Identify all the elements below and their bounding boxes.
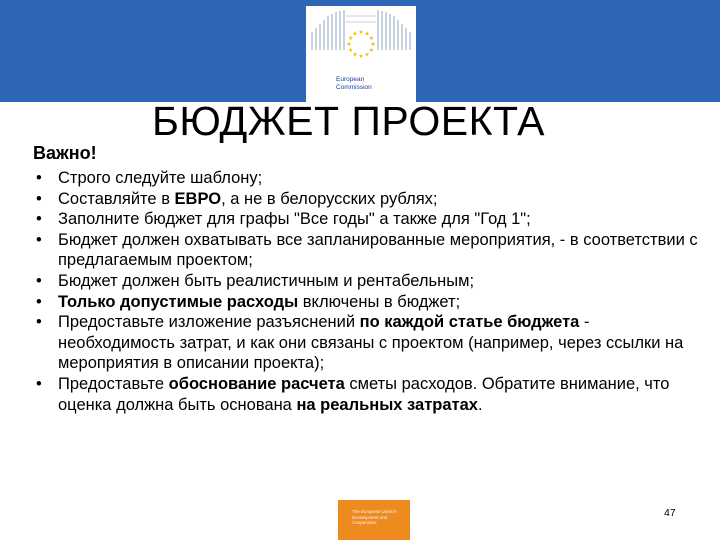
eu-star-icon xyxy=(369,48,374,52)
bullet-dot: • xyxy=(36,189,42,208)
bullet-text: - необходимость затрат, и как они связаны с проектом (например, через ссылки на мероприятия в описании проекта); xyxy=(58,313,684,373)
footer-logo-line: The European Union's xyxy=(352,509,397,514)
bullet-dot: • xyxy=(36,313,42,332)
list-item xyxy=(36,168,700,189)
eu-star-icon xyxy=(365,31,370,35)
bullet-dot: • xyxy=(36,374,42,393)
eu-star-icon xyxy=(371,42,376,46)
list-item xyxy=(36,209,700,230)
bullet-text-bold: Только допустимые расходы xyxy=(58,292,299,311)
important-label: Важно! xyxy=(33,143,97,163)
eu-star-icon xyxy=(369,36,374,40)
bullet-list xyxy=(36,168,700,415)
bullet-text: , а не в белорусских рублях; xyxy=(221,189,438,208)
eu-star-icon xyxy=(348,36,353,40)
eu-star-icon xyxy=(348,48,353,52)
footer-logo-line: Cooperation xyxy=(352,520,377,525)
eu-star-icon xyxy=(353,31,358,35)
bullet-dot: • xyxy=(36,230,42,249)
logo-text-line2: Commission xyxy=(336,83,372,91)
bullet-text: Строго следуйте шаблону; xyxy=(58,169,263,187)
logo-text-line1: European xyxy=(336,76,365,83)
list-item xyxy=(36,189,700,210)
bullet-text: сметы расходов. Обратите внимание, что оценка должна быть основана xyxy=(58,374,670,414)
bullet-dot: • xyxy=(36,292,42,311)
ec-logo-text xyxy=(336,76,372,91)
eu-star-icon xyxy=(353,52,358,56)
footer-logo-line: Development and xyxy=(352,514,388,520)
bullet-text-bold: по каждой статье бюджета xyxy=(359,313,580,332)
page-number: 47 xyxy=(664,507,676,519)
bullet-text-bold: на реальных затратах xyxy=(296,395,478,414)
list-item xyxy=(36,374,700,415)
bullet-text: Предоставьте изложение разъяснений xyxy=(58,313,360,332)
eu-footer-logo-icon xyxy=(338,500,410,540)
bullet-text: Бюджет должен охватывать все запланированные мероприятия, - в соответствии с предлагаемым проектом; xyxy=(58,230,698,270)
bullet-dot: • xyxy=(36,210,42,229)
bullet-text: Бюджет должен быть реалистичным и рентабельным; xyxy=(58,271,475,290)
eu-star-icon xyxy=(359,54,364,58)
list-item xyxy=(36,230,700,271)
bullet-text: Предоставьте xyxy=(58,374,169,393)
list-item xyxy=(36,292,700,313)
bullet-text-bold: обоснование расчета xyxy=(168,374,345,393)
european-commission-logo-icon xyxy=(306,6,416,102)
bullet-text: включены в бюджет; xyxy=(298,292,461,311)
eu-star-icon xyxy=(359,30,364,34)
bullet-dot: • xyxy=(36,169,42,187)
list-item xyxy=(36,312,700,374)
bullet-text: Заполните бюджет для графы "Все годы" а также для "Год 1"; xyxy=(58,210,531,229)
eu-star-icon xyxy=(347,42,352,46)
slide-title: БЮДЖЕТ ПРОЕКТА xyxy=(152,98,545,144)
list-item xyxy=(36,271,700,292)
bullet-text: Составляйте в xyxy=(58,189,175,208)
eu-star-icon xyxy=(365,52,370,56)
bullet-dot: • xyxy=(36,271,42,290)
bullet-text-bold: ЕВРО xyxy=(174,189,222,208)
bullet-text: . xyxy=(478,395,483,414)
